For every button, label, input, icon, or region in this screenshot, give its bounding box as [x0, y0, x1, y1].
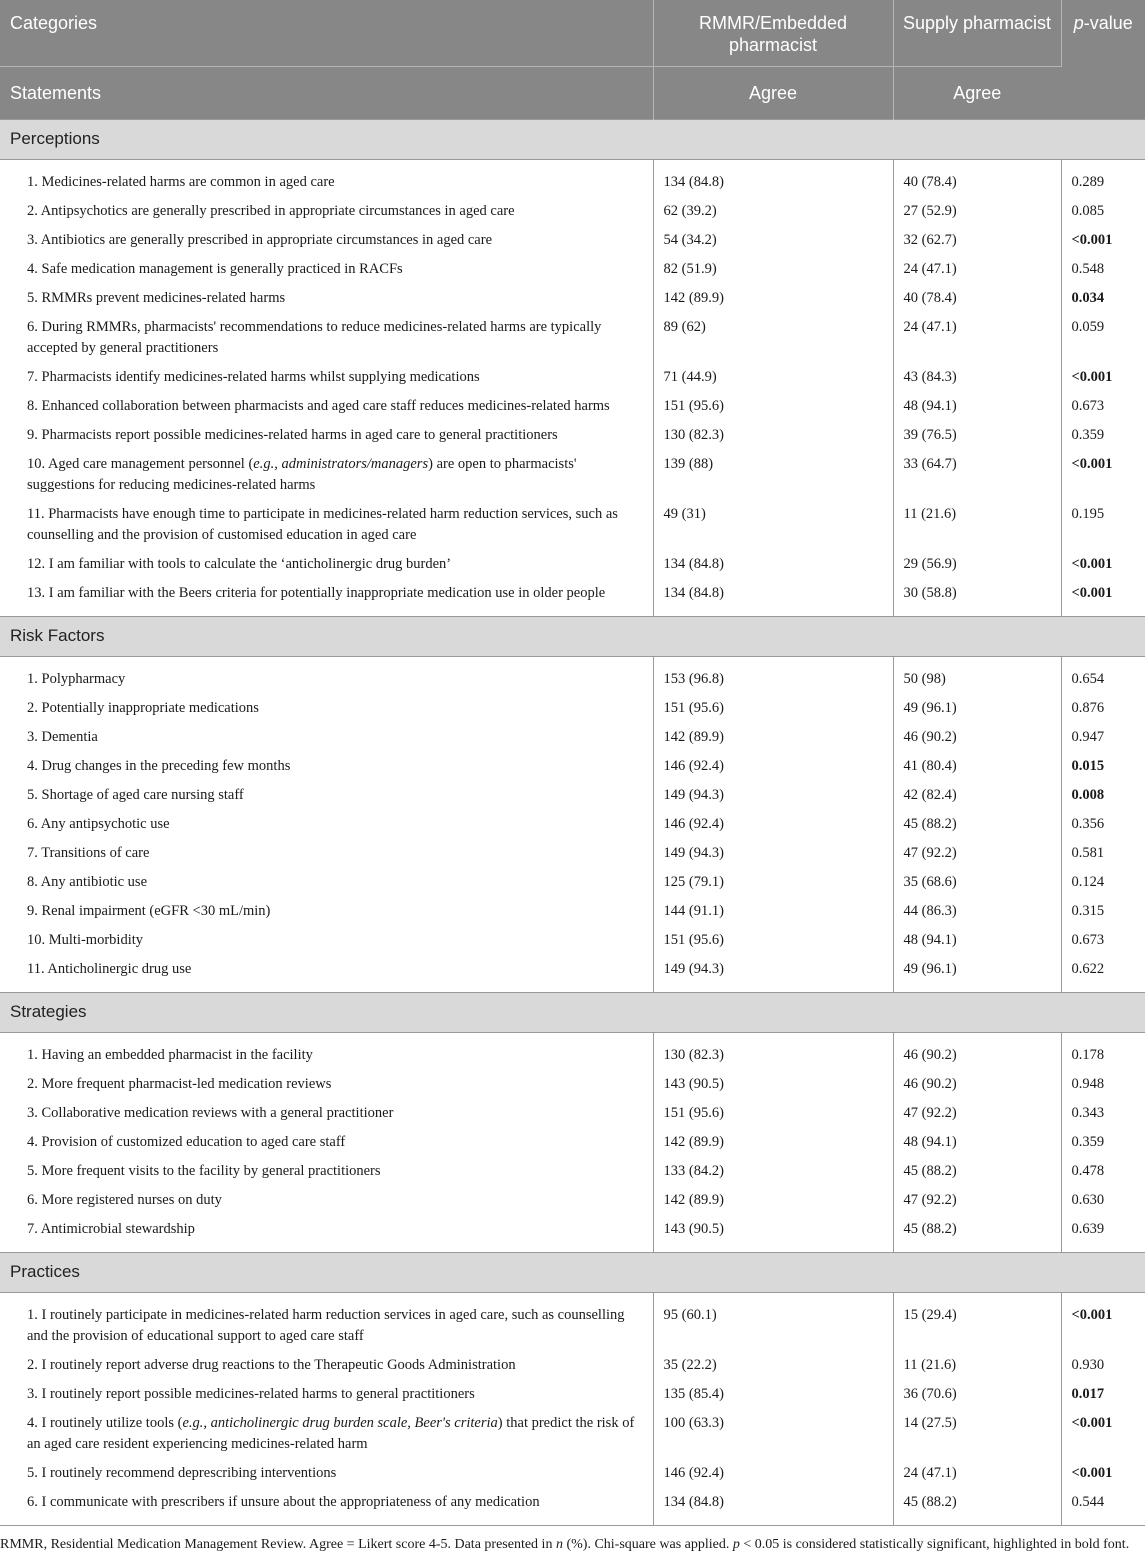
statement-cell: 4. I routinely utilize tools (e.g., anticholinergic drug burden scale, Beer's criteria) that predict the risk of an aged care resident experiencing medicines-related harm	[0, 1409, 653, 1459]
table-row	[0, 284, 1145, 313]
p-value-cell: <0.001	[1071, 455, 1113, 472]
section-row-risk-factors	[0, 616, 1145, 656]
rmmr-agree-cell: 89 (62)	[653, 313, 893, 363]
statement-cell: 11. Pharmacists have enough time to participate in medicines-related harm reduction services, such as counselling and the provision of customised education in aged care	[0, 500, 653, 550]
table-row	[0, 1488, 1145, 1517]
supply-agree-cell: 44 (86.3)	[893, 897, 1061, 926]
p-value-cell: 0.544	[1071, 1493, 1105, 1510]
section-row-perceptions	[0, 119, 1145, 159]
spacer-cell	[653, 608, 893, 617]
supply-agree-cell: 33 (64.7)	[893, 450, 1061, 500]
section-title-risk-factors: Risk Factors	[0, 616, 1145, 656]
spacer-cell	[653, 1244, 893, 1253]
section-bottom-spacer	[0, 1517, 1145, 1526]
spacer-cell	[1061, 159, 1145, 168]
rmmr-agree-cell: 146 (92.4)	[653, 810, 893, 839]
table-row	[0, 1380, 1145, 1409]
p-value-cell: 0.359	[1071, 426, 1105, 443]
p-value-cell: 0.289	[1071, 173, 1105, 190]
statement-cell: 1. Medicines-related harms are common in aged care	[0, 168, 653, 197]
rmmr-agree-cell: 151 (95.6)	[653, 926, 893, 955]
table-row	[0, 1351, 1145, 1380]
p-value-cell: <0.001	[1071, 1464, 1113, 1481]
statement-cell: 9. Renal impairment (eGFR <30 mL/min)	[0, 897, 653, 926]
statement-cell: 2. More frequent pharmacist-led medication reviews	[0, 1070, 653, 1099]
statement-cell: 7. Transitions of care	[0, 839, 653, 868]
statement-cell: 1. I routinely participate in medicines-related harm reduction services in aged care, such as counselling and the provision of educational support to aged care staff	[0, 1301, 653, 1351]
table-row	[0, 955, 1145, 984]
p-value-cell: 0.876	[1071, 699, 1105, 716]
rmmr-agree-cell: 134 (84.8)	[653, 579, 893, 608]
spacer-cell	[893, 159, 1061, 168]
section-bottom-spacer	[0, 984, 1145, 993]
header-rmmr-embedded-pharmacist: RMMR/Embedded pharmacist	[653, 0, 893, 66]
spacer-cell	[653, 656, 893, 665]
supply-agree-cell: 48 (94.1)	[893, 926, 1061, 955]
spacer-cell	[653, 984, 893, 993]
footnote-part3: < 0.05 is considered statistically significant, highlighted in bold font.	[739, 1536, 1130, 1552]
p-value-cell: 0.343	[1071, 1104, 1105, 1121]
table-footnote	[0, 1526, 1145, 1555]
supply-agree-cell: 39 (76.5)	[893, 421, 1061, 450]
spacer-cell	[0, 984, 653, 993]
p-value-cell: 0.017	[1071, 1385, 1105, 1402]
statement-cell: 3. I routinely report possible medicines-related harms to general practitioners	[0, 1380, 653, 1409]
section-row-practices	[0, 1252, 1145, 1292]
table-row	[0, 723, 1145, 752]
supply-agree-cell: 46 (90.2)	[893, 1070, 1061, 1099]
supply-agree-cell: 40 (78.4)	[893, 284, 1061, 313]
table-row	[0, 421, 1145, 450]
table-row	[0, 168, 1145, 197]
supply-agree-cell: 48 (94.1)	[893, 1128, 1061, 1157]
statement-cell: 2. Antipsychotics are generally prescribed in appropriate circumstances in aged care	[0, 197, 653, 226]
table-row	[0, 752, 1145, 781]
statement-cell: 5. Shortage of aged care nursing staff	[0, 781, 653, 810]
supply-agree-cell: 45 (88.2)	[893, 1488, 1061, 1517]
footnote-part1: RMMR, Residential Medication Management Review. Agree = Likert score 4-5. Data presented in	[0, 1536, 556, 1552]
statement-cell: 8. Any antibiotic use	[0, 868, 653, 897]
rmmr-agree-cell: 149 (94.3)	[653, 839, 893, 868]
header-statements: Statements	[0, 66, 653, 119]
rmmr-agree-cell: 135 (85.4)	[653, 1380, 893, 1409]
supply-agree-cell: 24 (47.1)	[893, 1459, 1061, 1488]
p-value-cell: 0.930	[1071, 1356, 1105, 1373]
spacer-cell	[653, 1292, 893, 1301]
statement-cell: 4. Provision of customized education to aged care staff	[0, 1128, 653, 1157]
table-row	[0, 313, 1145, 363]
supply-agree-cell: 30 (58.8)	[893, 579, 1061, 608]
statement-cell: 8. Enhanced collaboration between pharmacists and aged care staff reduces medicines-related harms	[0, 392, 653, 421]
statement-cell: 3. Collaborative medication reviews with a general practitioner	[0, 1099, 653, 1128]
spacer-cell	[1061, 1517, 1145, 1526]
statement-cell: 2. Potentially inappropriate medications	[0, 694, 653, 723]
section-title-strategies: Strategies	[0, 992, 1145, 1032]
supply-agree-cell: 41 (80.4)	[893, 752, 1061, 781]
table-row	[0, 810, 1145, 839]
supply-agree-cell: 46 (90.2)	[893, 723, 1061, 752]
rmmr-agree-cell: 134 (84.8)	[653, 550, 893, 579]
supply-agree-cell: 15 (29.4)	[893, 1301, 1061, 1351]
rmmr-agree-cell: 125 (79.1)	[653, 868, 893, 897]
rmmr-agree-cell: 142 (89.9)	[653, 723, 893, 752]
p-value-cell: 0.947	[1071, 728, 1105, 745]
rmmr-agree-cell: 151 (95.6)	[653, 1099, 893, 1128]
rmmr-agree-cell: 54 (34.2)	[653, 226, 893, 255]
table-row	[0, 1099, 1145, 1128]
p-value-cell: 0.059	[1071, 318, 1105, 335]
table-row	[0, 665, 1145, 694]
statement-cell: 6. More registered nurses on duty	[0, 1186, 653, 1215]
p-value-cell: 0.581	[1071, 844, 1105, 861]
spacer-cell	[0, 656, 653, 665]
spacer-cell	[1061, 1244, 1145, 1253]
rmmr-agree-cell: 143 (90.5)	[653, 1215, 893, 1244]
table-row	[0, 1157, 1145, 1186]
supply-agree-cell: 43 (84.3)	[893, 363, 1061, 392]
rmmr-agree-cell: 139 (88)	[653, 450, 893, 500]
p-value-cell: 0.478	[1071, 1162, 1105, 1179]
statement-cell: 9. Pharmacists report possible medicines-related harms in aged care to general practitioners	[0, 421, 653, 450]
spacer-cell	[0, 1292, 653, 1301]
statement-cell: 3. Dementia	[0, 723, 653, 752]
table-row	[0, 579, 1145, 608]
section-top-spacer	[0, 1292, 1145, 1301]
supply-agree-cell: 45 (88.2)	[893, 1157, 1061, 1186]
supply-agree-cell: 24 (47.1)	[893, 313, 1061, 363]
supply-agree-cell: 35 (68.6)	[893, 868, 1061, 897]
statement-cell: 6. Any antipsychotic use	[0, 810, 653, 839]
spacer-cell	[0, 1032, 653, 1041]
table-row	[0, 1215, 1145, 1244]
header-p-italic: p	[1073, 13, 1084, 33]
spacer-cell	[0, 1244, 653, 1253]
p-value-cell: 0.359	[1071, 1133, 1105, 1150]
supply-agree-cell: 40 (78.4)	[893, 168, 1061, 197]
statement-cell: 5. RMMRs prevent medicines-related harms	[0, 284, 653, 313]
statement-cell: 10. Aged care management personnel (e.g., administrators/managers) are open to pharmacists' suggestions for reducing medicines-related harms	[0, 450, 653, 500]
header-agree-rmmr: Agree	[653, 66, 893, 119]
table-row	[0, 1070, 1145, 1099]
table-row	[0, 197, 1145, 226]
statement-cell: 5. I routinely recommend deprescribing interventions	[0, 1459, 653, 1488]
table-row	[0, 500, 1145, 550]
statement-cell: 6. I communicate with prescribers if unsure about the appropriateness of any medication	[0, 1488, 653, 1517]
spacer-cell	[1061, 984, 1145, 993]
spacer-cell	[893, 656, 1061, 665]
p-value-cell: <0.001	[1071, 231, 1113, 248]
footnote-part2: (%). Chi-square was applied.	[562, 1536, 733, 1552]
table-row	[0, 450, 1145, 500]
supply-agree-cell: 48 (94.1)	[893, 392, 1061, 421]
spacer-cell	[0, 608, 653, 617]
p-value-cell: 0.124	[1071, 873, 1105, 890]
p-value-cell: 0.548	[1071, 260, 1105, 277]
rmmr-agree-cell: 146 (92.4)	[653, 1459, 893, 1488]
p-value-cell: 0.356	[1071, 815, 1105, 832]
footnote-n: n	[555, 1536, 563, 1552]
header-categories: Categories	[0, 0, 653, 66]
p-value-cell: 0.315	[1071, 902, 1105, 919]
spacer-cell	[893, 1032, 1061, 1041]
table-row	[0, 1041, 1145, 1070]
p-value-cell: 0.195	[1071, 505, 1105, 522]
p-value-cell: 0.015	[1071, 757, 1105, 774]
supply-agree-cell: 42 (82.4)	[893, 781, 1061, 810]
p-value-cell: 0.654	[1071, 670, 1105, 687]
spacer-cell	[1061, 608, 1145, 617]
supply-agree-cell: 29 (56.9)	[893, 550, 1061, 579]
spacer-cell	[893, 1517, 1061, 1526]
statement-cell: 1. Having an embedded pharmacist in the facility	[0, 1041, 653, 1070]
statement-cell: 2. I routinely report adverse drug reactions to the Therapeutic Goods Administration	[0, 1351, 653, 1380]
rmmr-agree-cell: 100 (63.3)	[653, 1409, 893, 1459]
rmmr-agree-cell: 130 (82.3)	[653, 421, 893, 450]
rmmr-agree-cell: 142 (89.9)	[653, 1186, 893, 1215]
rmmr-agree-cell: 149 (94.3)	[653, 955, 893, 984]
rmmr-agree-cell: 71 (44.9)	[653, 363, 893, 392]
p-value-cell: 0.673	[1071, 397, 1105, 414]
supply-agree-cell: 47 (92.2)	[893, 839, 1061, 868]
supply-agree-cell: 11 (21.6)	[893, 1351, 1061, 1380]
table-row	[0, 1301, 1145, 1351]
statement-cell: 4. Safe medication management is generally practiced in RACFs	[0, 255, 653, 284]
table-row	[0, 1459, 1145, 1488]
table-row	[0, 781, 1145, 810]
p-value-cell: 0.948	[1071, 1075, 1105, 1092]
footnote-p: p	[732, 1536, 740, 1552]
table-row	[0, 363, 1145, 392]
table-row	[0, 392, 1145, 421]
p-value-cell: 0.622	[1071, 960, 1105, 977]
p-value-cell: 0.630	[1071, 1191, 1105, 1208]
spacer-cell	[0, 159, 653, 168]
rmmr-agree-cell: 134 (84.8)	[653, 168, 893, 197]
supply-agree-cell: 49 (96.1)	[893, 694, 1061, 723]
supply-agree-cell: 47 (92.2)	[893, 1099, 1061, 1128]
p-value-cell: <0.001	[1071, 584, 1113, 601]
header-p-value	[1061, 0, 1145, 119]
statement-cell: 1. Polypharmacy	[0, 665, 653, 694]
supply-agree-cell: 45 (88.2)	[893, 1215, 1061, 1244]
statement-cell: 6. During RMMRs, pharmacists' recommendations to reduce medicines-related harms are typically accepted by general practitioners	[0, 313, 653, 363]
table-row	[0, 926, 1145, 955]
spacer-cell	[893, 1292, 1061, 1301]
p-value-cell: <0.001	[1071, 555, 1113, 572]
example-italic-text: e.g., anticholinergic drug burden scale, Beer's criteria	[182, 1414, 498, 1431]
spacer-cell	[1061, 1032, 1145, 1041]
rmmr-agree-cell: 142 (89.9)	[653, 284, 893, 313]
rmmr-agree-cell: 151 (95.6)	[653, 694, 893, 723]
rmmr-agree-cell: 95 (60.1)	[653, 1301, 893, 1351]
rmmr-agree-cell: 153 (96.8)	[653, 665, 893, 694]
section-top-spacer	[0, 159, 1145, 168]
supply-agree-cell: 45 (88.2)	[893, 810, 1061, 839]
supply-agree-cell: 47 (92.2)	[893, 1186, 1061, 1215]
rmmr-agree-cell: 149 (94.3)	[653, 781, 893, 810]
spacer-cell	[0, 1517, 653, 1526]
p-value-cell: <0.001	[1071, 1306, 1113, 1323]
supply-agree-cell: 36 (70.6)	[893, 1380, 1061, 1409]
rmmr-agree-cell: 49 (31)	[653, 500, 893, 550]
p-value-cell: 0.008	[1071, 786, 1105, 803]
rmmr-agree-cell: 151 (95.6)	[653, 392, 893, 421]
statement-cell: 5. More frequent visits to the facility by general practitioners	[0, 1157, 653, 1186]
p-value-cell: 0.178	[1071, 1046, 1105, 1063]
spacer-cell	[653, 159, 893, 168]
spacer-cell	[893, 1244, 1061, 1253]
statement-cell: 7. Antimicrobial stewardship	[0, 1215, 653, 1244]
statement-cell: 7. Pharmacists identify medicines-related harms whilst supplying medications	[0, 363, 653, 392]
rmmr-agree-cell: 134 (84.8)	[653, 1488, 893, 1517]
p-value-cell: 0.085	[1071, 202, 1105, 219]
rmmr-agree-cell: 146 (92.4)	[653, 752, 893, 781]
spacer-cell	[893, 984, 1061, 993]
p-value-cell: 0.034	[1071, 289, 1105, 306]
p-value-cell: <0.001	[1071, 1414, 1113, 1431]
section-row-strategies	[0, 992, 1145, 1032]
spacer-cell	[653, 1517, 893, 1526]
header-supply-pharmacist: Supply pharmacist	[893, 0, 1061, 66]
section-title-practices: Practices	[0, 1252, 1145, 1292]
rmmr-agree-cell: 62 (39.2)	[653, 197, 893, 226]
spacer-cell	[893, 608, 1061, 617]
table-row	[0, 550, 1145, 579]
rmmr-agree-cell: 130 (82.3)	[653, 1041, 893, 1070]
rmmr-agree-cell: 142 (89.9)	[653, 1128, 893, 1157]
statement-cell: 3. Antibiotics are generally prescribed in appropriate circumstances in aged care	[0, 226, 653, 255]
section-bottom-spacer	[0, 1244, 1145, 1253]
statement-cell: 10. Multi-morbidity	[0, 926, 653, 955]
rmmr-agree-cell: 143 (90.5)	[653, 1070, 893, 1099]
example-italic-text: e.g., administrators/managers	[253, 455, 429, 472]
table-body	[0, 119, 1145, 1525]
section-top-spacer	[0, 656, 1145, 665]
table-row	[0, 839, 1145, 868]
rmmr-agree-cell: 35 (22.2)	[653, 1351, 893, 1380]
table-row	[0, 226, 1145, 255]
header-p-rest: -value	[1083, 13, 1133, 33]
supply-agree-cell: 11 (21.6)	[893, 500, 1061, 550]
spacer-cell	[653, 1032, 893, 1041]
spacer-cell	[1061, 656, 1145, 665]
statement-cell: 13. I am familiar with the Beers criteria for potentially inappropriate medication use in older people	[0, 579, 653, 608]
section-bottom-spacer	[0, 608, 1145, 617]
section-top-spacer	[0, 1032, 1145, 1041]
p-value-cell: 0.639	[1071, 1220, 1105, 1237]
statement-cell: 11. Anticholinergic drug use	[0, 955, 653, 984]
supply-agree-cell: 50 (98)	[893, 665, 1061, 694]
table-row	[0, 897, 1145, 926]
supply-agree-cell: 49 (96.1)	[893, 955, 1061, 984]
rmmr-agree-cell: 133 (84.2)	[653, 1157, 893, 1186]
table-row	[0, 1186, 1145, 1215]
statement-cell: 12. I am familiar with tools to calculate the ‘anticholinergic drug burden’	[0, 550, 653, 579]
supply-agree-cell: 27 (52.9)	[893, 197, 1061, 226]
table-row	[0, 1128, 1145, 1157]
supply-agree-cell: 46 (90.2)	[893, 1041, 1061, 1070]
supply-agree-cell: 24 (47.1)	[893, 255, 1061, 284]
supply-agree-cell: 32 (62.7)	[893, 226, 1061, 255]
table-row	[0, 1409, 1145, 1459]
supply-agree-cell: 14 (27.5)	[893, 1409, 1061, 1459]
p-value-cell: 0.673	[1071, 931, 1105, 948]
rmmr-agree-cell: 82 (51.9)	[653, 255, 893, 284]
statement-cell: 4. Drug changes in the preceding few months	[0, 752, 653, 781]
p-value-cell: <0.001	[1071, 368, 1113, 385]
header-agree-supply: Agree	[893, 66, 1061, 119]
table-row	[0, 694, 1145, 723]
table-row	[0, 868, 1145, 897]
table-row	[0, 255, 1145, 284]
spacer-cell	[1061, 1292, 1145, 1301]
rmmr-agree-cell: 144 (91.1)	[653, 897, 893, 926]
section-title-perceptions: Perceptions	[0, 119, 1145, 159]
